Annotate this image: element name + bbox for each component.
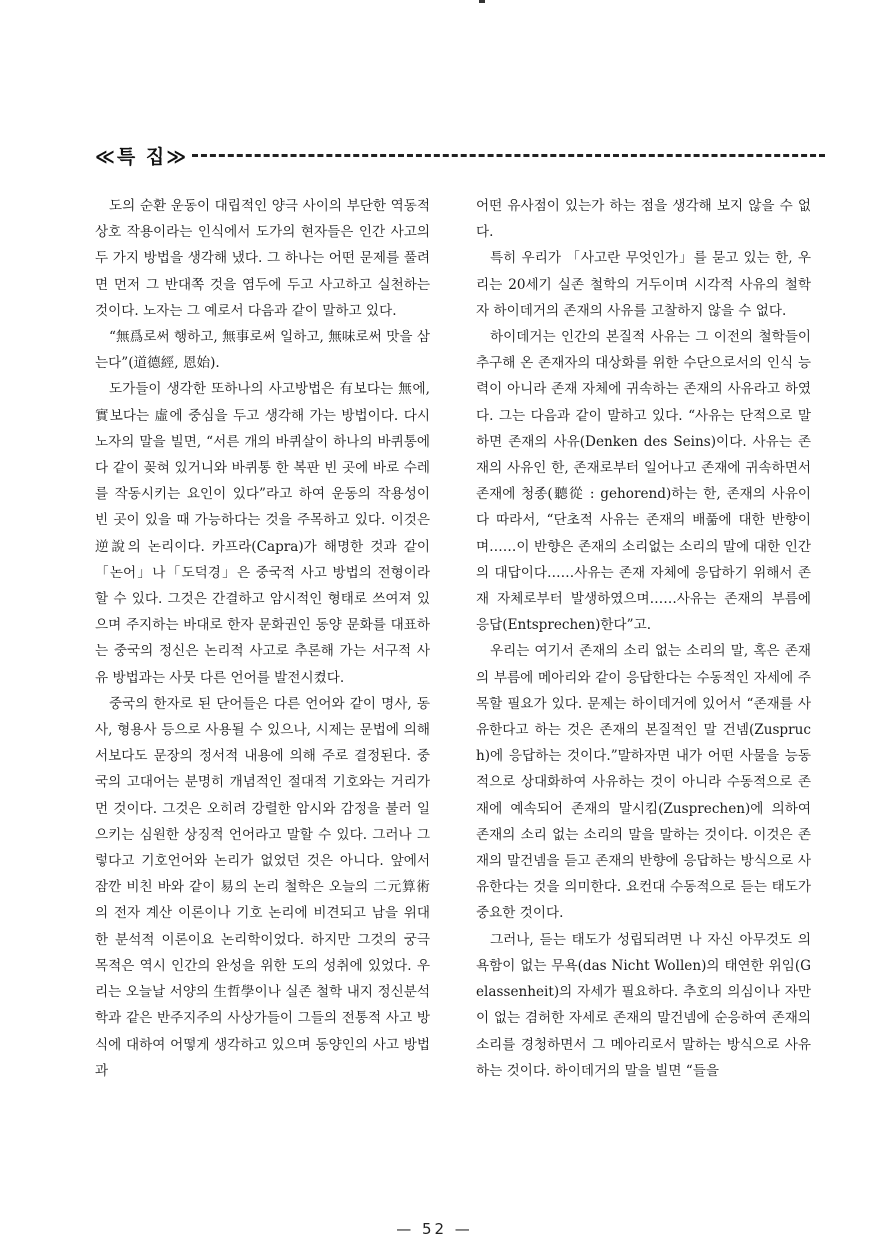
paragraph: 하이데거는 인간의 본질적 사유는 그 이전의 철학들이 추구해 온 존재자의 대상화를 위한 수단으로서의 인식 능력이 아니라 존재 자체에 귀속하는 존재의 사유라고 하였다. 그는 다음과 같이 말하고 있다. “사유는 단적으로 말하면 존재의 사유(Denken des Seins)이다. 사유는 존재의 사유인 한, 존재로부터 일어나고 존재에 귀속하면서 존재에 청종(聽從 : gehorend)하는 한, 존재의 사유이다 따라서, “단초적 사유는 존재의 배풂에 대한 반향이며……이 반향은 존재의 소리없는 소리의 말에 대한 인간의 대답이다……사유는 존재 자체에 응답하기 위해서 존재 자체로부터 발생하였으며……사유는 존재의 부름에 응답(Entsprechen)한다”고. <box>476 329 811 634</box>
paragraph: 도의 순환 운동이 대립적인 양극 사이의 부단한 역동적 상호 작용이라는 인식에서 도가의 현자들은 인간 사고의 두 가지 방법을 생각해 냈다. 그 하나는 어떤 문제를 풀려면 먼저 그 반대쪽 것을 염두에 두고 사고하고 실천하는 것이다. 노자는 그 예로서 다음과 같이 말하고 있다. <box>95 198 430 319</box>
paragraph: 우리는 여기서 존재의 소리 없는 소리의 말, 혹은 존재의 부름에 메아리와 같이 응답한다는 수동적인 자세에 주목할 필요가 있다. 문제는 하이데거에 있어서 “존재를 사유한다고 하는 것은 존재의 본질적인 말 건넴(Zuspruch)에 응답하는 것이다.”말하자면 내가 어떤 사물을 능동적으로 상대화하여 사유하는 것이 아니라 수동적으로 존재에 예속되어 존재의 말시킴(Zusprechen)에 의하여 존재의 소리 없는 소리의 말을 말하는 것이다. 이것은 존재의 말건넴을 듣고 존재의 반향에 응답하는 방식으로 사유한다는 것을 의미한다. 요컨대 수동적으로 듣는 태도가 중요한 것이다. <box>476 643 811 922</box>
paragraph: 도가들이 생각한 또하나의 사고방법은 有보다는 無에, 實보다는 虛에 중심을 두고 생각해 가는 방법이다. 다시 노자의 말을 빌면, “서른 개의 바퀴살이 하나의 바퀴통에 다 같이 꽂혀 있거니와 바퀴통 한 복판 빈 곳에 바로 수레를 작동시키는 요인이 있다”라고 하여 운동의 작용성이 빈 곳이 있을 때 가능하다는 것을 주목하고 있다. 이것은 逆說의 논리이다. 카프라(Capra)가 해명한 것과 같이 「논어」나「도덕경」은 중국적 사고 방법의 전형이라 할 수 있다. 그것은 간결하고 암시적인 형태로 쓰여져 있으며 주지하는 바대로 한자 문화권인 동양 문화를 대표하는 중국의 정신은 논리적 사고로 추론해 가는 서구적 사유 방법과는 사뭇 다른 언어를 발전시켰다. <box>95 381 430 686</box>
paragraph: 특히 우리가 「사고란 무엇인가」를 묻고 있는 한, 우리는 20세기 실존 철학의 거두이며 시각적 사유의 철학자 하이데거의 존재의 사유를 고찰하지 않을 수 없다. <box>476 250 811 319</box>
quote-paragraph: “無爲로써 행하고, 無事로써 일하고, 無味로써 맛을 삼는다”(道德經, 恩始). <box>95 329 430 372</box>
section-header <box>95 141 825 169</box>
top-crop-mark <box>479 0 485 3</box>
left-column <box>95 193 430 1084</box>
paragraph: 그러나, 듣는 태도가 성립되려면 나 자신 아무것도 의욕함이 없는 무욕(das Nicht Wollen)의 태연한 위임(Gelassenheit)의 자세가 필요하다. 추호의 의심이나 자만이 없는 겸허한 자세로 존재의 말건넴에 순응하여 존재의 소리를 경청하면서 그 메아리로서 말하는 방식으로 사유하는 것이다. 하이데거의 말을 빌면 “들을 <box>476 931 811 1079</box>
right-column <box>476 193 811 1084</box>
page-number: — 52 — <box>396 1220 473 1238</box>
header-dashed-rule <box>192 154 825 157</box>
paragraph: 어떤 유사점이 있는가 하는 점을 생각해 보지 않을 수 없다. <box>476 198 811 241</box>
section-title: ≪특 집≫ <box>95 145 189 168</box>
paragraph: 중국의 한자로 된 단어들은 다른 언어와 같이 명사, 동사, 형용사 등으로 사용될 수 있으나, 시제는 문법에 의해서보다도 문장의 정서적 내용에 의해 주로 결정된다. 중국의 고대어는 분명히 개념적인 절대적 기호와는 거리가 먼 것이다. 그것은 오히려 강렬한 암시와 감정을 불러 일으키는 심원한 상징적 언어라고 말할 수 있다. 그러나 그렇다고 기호언어와 논리가 없었던 것은 아니다. 앞에서 잠깐 비친 바와 같이 易의 논리 철학은 오늘의 二元算術의 전자 계산 이론이나 기호 논리에 비견되고 남을 위대한 분석적 이론이요 논리학이었다. 하지만 그것의 궁극 목적은 역시 인간의 완성을 위한 도의 성취에 있었다. 우리는 오늘날 서양의 生哲學이나 실존 철학 내지 정신분석학과 같은 반주지주의 사상가들이 그들의 전통적 사고 방식에 대하여 어떻게 생각하고 있으며 동양인의 사고 방법과 <box>95 695 430 1079</box>
